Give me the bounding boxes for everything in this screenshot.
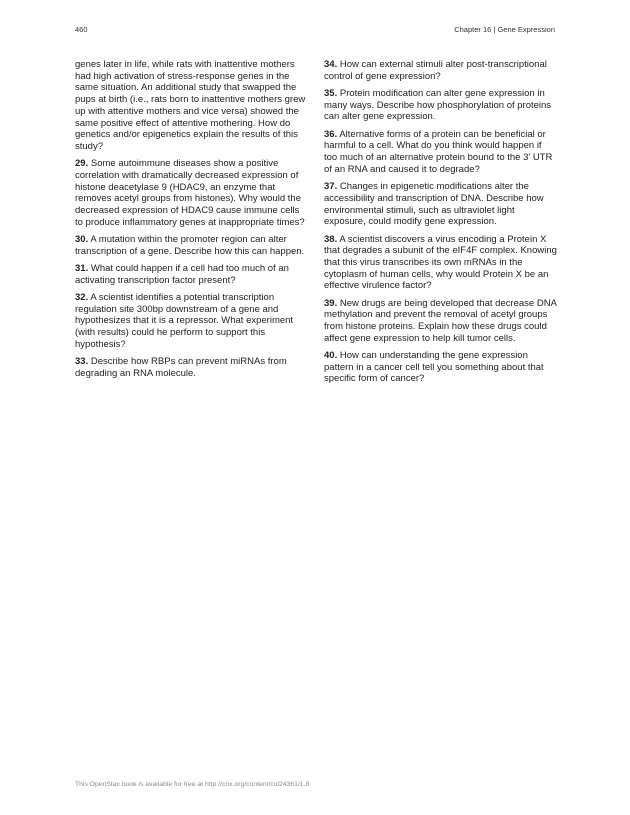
question-text: Changes in epigenetic modifications alter the accessibility and transcription of DNA. Describe how environmental stimuli, such as ultraviolet light exposure, could modify gene expression. [324, 181, 544, 228]
question-number: 33. [75, 356, 89, 368]
question-30 [75, 234, 308, 257]
question-39 [324, 298, 557, 345]
question-text: Protein modification can alter gene expression in many ways. Describe how phosphorylation of proteins can alter gene expression. [324, 88, 552, 123]
header-separator: | [491, 25, 498, 34]
question-35 [324, 88, 557, 123]
question-31 [75, 263, 308, 286]
question-number: 31. [75, 263, 89, 275]
question-text: A mutation within the promoter region can alter transcription of a gene. Describe how this can happen. [75, 234, 305, 257]
question-text: New drugs are being developed that decrease DNA methylation and prevent the removal of acetyl groups from histone proteins. Explain how these drugs could affect gene expression to help kill tumor cells. [324, 297, 557, 344]
question-32 [75, 292, 308, 351]
question-number: 40. [324, 350, 338, 362]
question-text: Alternative forms of a protein can be beneficial or harmful to a cell. What do you think would happen if too much of an alternative protein bound to the 3' UTR of an RNA and caused it to degrade? [324, 128, 553, 175]
question-text: What could happen if a cell had too much of an activating transcription factor present? [75, 263, 289, 286]
question-text: How can understanding the gene expression pattern in a cancer cell tell you something about that specific form of cancer? [324, 350, 544, 385]
question-number: 35. [324, 88, 338, 99]
left-column [75, 59, 308, 385]
question-text: Describe how RBPs can prevent miRNAs from degrading an RNA molecule. [75, 356, 287, 379]
question-number: 30. [75, 234, 89, 246]
footer-note: This OpenStax book is available for free at http://cnx.org/content/col24361/1.8 [75, 781, 310, 788]
running-header [454, 25, 555, 34]
question-number: 39. [324, 297, 338, 309]
page-number: 460 [75, 25, 88, 34]
continuation-paragraph: genes later in life, while rats with inattentive mothers had high activation of stress-response genes in the same situation. An additional study that swapped the pups at birth (i.e., rats born to inattentive mothers grew up with attentive mothers and vice versa) showed the same positive effect of attentive mothering. How do genetics and/or epigenetics explain the results of this study? [75, 59, 306, 152]
question-36 [324, 129, 557, 176]
right-column [324, 59, 557, 391]
question-text: Some autoimmune diseases show a positive correlation with dramatically decreased expression of histone deacetylase 9 (HDAC9, an enzyme that removes acetyl groups from histones). Why would the decreased expression of HDAC9 cause immune cells to produce inflammatory genes at inappropriate times? [75, 158, 305, 228]
question-number: 29. [75, 158, 89, 170]
question-29 [75, 158, 308, 228]
question-37 [324, 181, 557, 228]
question-number: 36. [324, 128, 338, 140]
question-text: A scientist discovers a virus encoding a Protein X that degrades a subunit of the eIF4F complex. Knowing that this virus transcribes its own mRNAs in the cytoplasm of human cells, why would Protein X be an effective virulence factor? [324, 233, 557, 292]
question-33 [75, 356, 308, 379]
question-38 [324, 234, 557, 293]
question-number: 32. [75, 292, 89, 304]
question-text: How can external stimuli alter post-transcriptional control of gene expression? [324, 59, 547, 82]
question-number: 38. [324, 233, 338, 245]
question-34 [324, 59, 557, 82]
chapter-prefix: Chapter 16 [454, 25, 492, 34]
question-40 [324, 350, 557, 385]
question-number: 37. [324, 181, 338, 193]
chapter-title: Gene Expression [497, 25, 555, 34]
question-number: 34. [324, 59, 338, 70]
question-text: A scientist identifies a potential transcription regulation site 300bp downstream of a gene and hypothesizes that it is a repressor. What experiment (with results) could he perform to support this hypothesis? [75, 292, 294, 350]
